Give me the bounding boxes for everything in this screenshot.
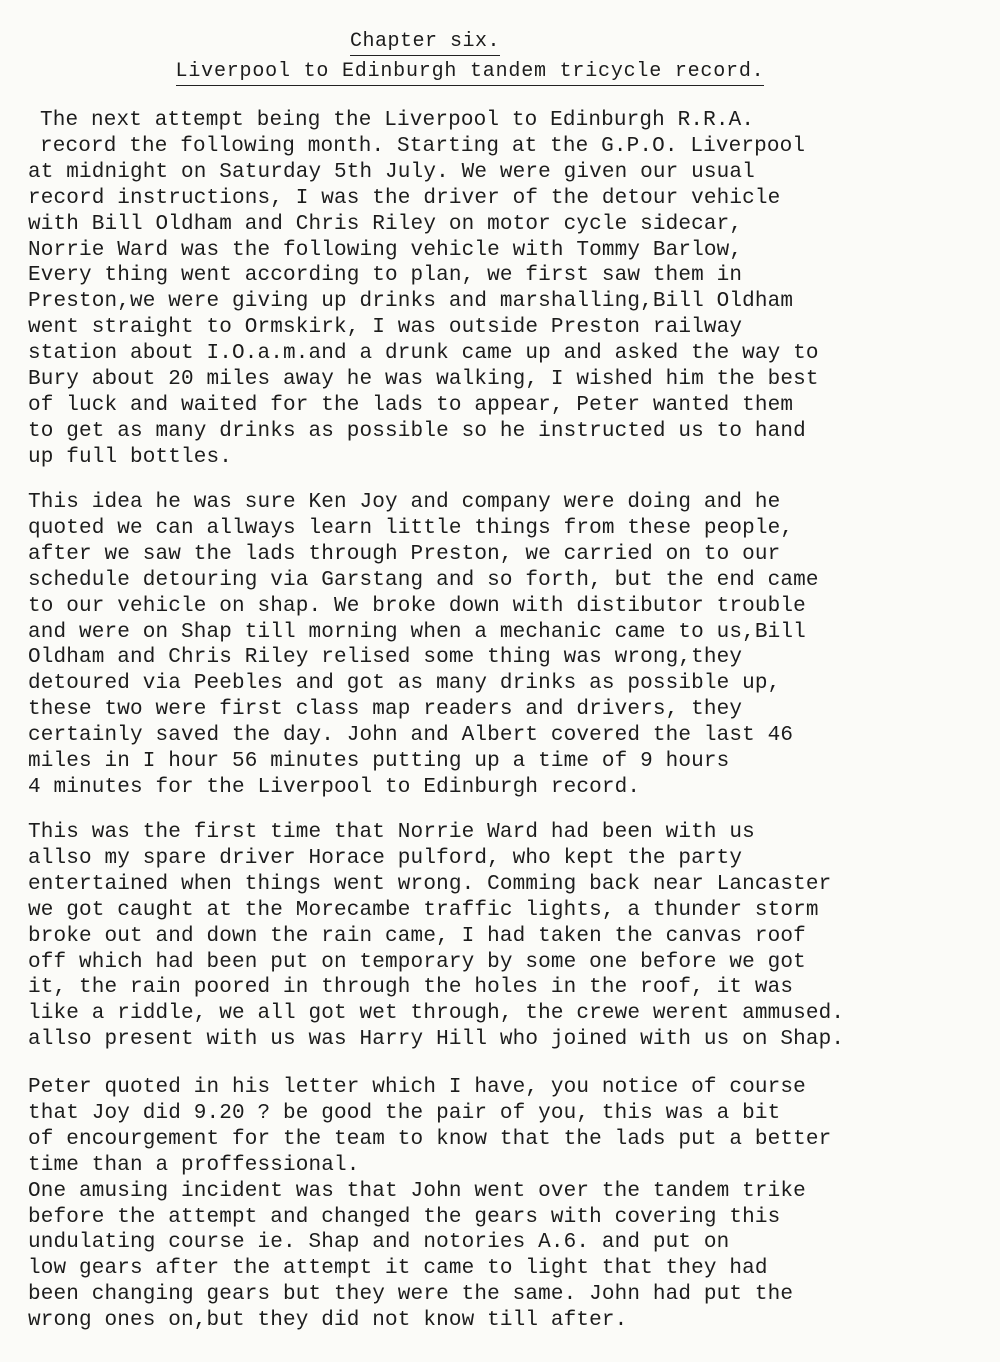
- paragraph-1: [28, 108, 988, 471]
- text-line: Oldham and Chris Riley relised some thing was wrong,they: [28, 646, 743, 670]
- text-line: record the following month. Starting at the G.P.O. Liverpool: [40, 134, 806, 158]
- text-line: of encourgement for the team to know that the lads put a better: [28, 1127, 832, 1151]
- text-line: This was the first time that Norrie Ward had been with us: [28, 821, 755, 844]
- chapter-subtitle: Liverpool to Edinburgh tandem tricycle record.: [176, 60, 765, 86]
- text-line: to get as many drinks as possible so he instructed us to hand: [28, 419, 806, 443]
- paragraph-4: [28, 1075, 988, 1334]
- text-line: and were on Shap till morning when a mechanic came to us,Bill: [28, 620, 806, 644]
- paragraph-3: [28, 820, 988, 1053]
- text-line: time than a proffessional.: [28, 1153, 360, 1177]
- chapter-title: Chapter six.: [350, 30, 500, 56]
- text-line: schedule detouring via Garstang and so forth, but the end came: [28, 568, 819, 592]
- text-line: Bury about 20 miles away he was walking, I wished him the best: [28, 368, 819, 392]
- text-line: broke out and down the rain came, I had taken the canvas roof: [28, 924, 806, 948]
- text-line: it, the rain poored in through the holes in the roof, it was: [28, 976, 794, 1000]
- text-line: we got caught at the Morecambe traffic lights, a thunder storm: [28, 898, 819, 922]
- text-line: low gears after the attempt it came to light that they had: [28, 1257, 768, 1281]
- text-line: went straight to Ormskirk, I was outside Preston railway: [28, 316, 743, 340]
- text-line: after we saw the lads through Preston, we carried on to our: [28, 542, 781, 566]
- text-line: certainly saved the day. John and Albert covered the last 46: [28, 724, 794, 748]
- text-line: at midnight on Saturday 5th July. We were given our usual: [28, 160, 755, 184]
- text-line: that Joy did 9.20 ? be good the pair of you, this was a bit: [28, 1101, 781, 1125]
- text-line: before the attempt and changed the gears with covering this: [28, 1205, 781, 1229]
- text-line: to our vehicle on shap. We broke down with distibutor trouble: [28, 594, 806, 618]
- text-line: detoured via Peebles and got as many drinks as possible up,: [28, 672, 781, 696]
- text-line: allso my spare driver Horace pulford, who kept the party: [28, 846, 743, 870]
- paragraph-2: [28, 490, 988, 801]
- text-line: station about I.O.a.m.and a drunk came up and asked the way to: [28, 342, 819, 366]
- text-line: Every thing went according to plan, we first saw them in: [28, 264, 743, 288]
- chapter-heading: [0, 30, 1000, 86]
- text-line: of luck and waited for the lads to appear, Peter wanted them: [28, 393, 794, 417]
- text-line: miles in I hour 56 minutes putting up a time of 9 hours: [28, 750, 730, 774]
- text-line: allso present with us was Harry Hill who joined with us on Shap.: [28, 1028, 845, 1052]
- text-line: like a riddle, we all got wet through, the crewe werent ammused.: [28, 1002, 845, 1026]
- text-line: record instructions, I was the driver of the detour vehicle: [28, 186, 781, 210]
- text-line: undulating course ie. Shap and notories A.6. and put on: [28, 1231, 730, 1255]
- text-line: off which had been put on temporary by some one before we got: [28, 950, 806, 974]
- text-line: been changing gears but they were the same. John had put the: [28, 1283, 794, 1307]
- text-line: This idea he was sure Ken Joy and company were doing and he: [28, 491, 781, 514]
- text-line: wrong ones on,but they did not know till after.: [28, 1309, 628, 1333]
- text-line: entertained when things went wrong. Comming back near Lancaster: [28, 872, 832, 896]
- text-line: Preston,we were giving up drinks and marshalling,Bill Oldham: [28, 290, 794, 314]
- text-line: 4 minutes for the Liverpool to Edinburgh record.: [28, 775, 641, 799]
- text-line: Peter quoted in his letter which I have, you notice of course: [28, 1076, 806, 1099]
- text-line: up full bottles.: [28, 445, 233, 469]
- text-line: The next attempt being the Liverpool to Edinburgh R.R.A.: [40, 109, 755, 132]
- text-line: Norrie Ward was the following vehicle with Tommy Barlow,: [28, 238, 743, 262]
- text-line: with Bill Oldham and Chris Riley on motor cycle sidecar,: [28, 212, 743, 236]
- text-line: quoted we can allways learn little things from these people,: [28, 516, 794, 540]
- text-line: these two were first class map readers and drivers, they: [28, 698, 743, 722]
- text-line: One amusing incident was that John went over the tandem trike: [28, 1179, 806, 1203]
